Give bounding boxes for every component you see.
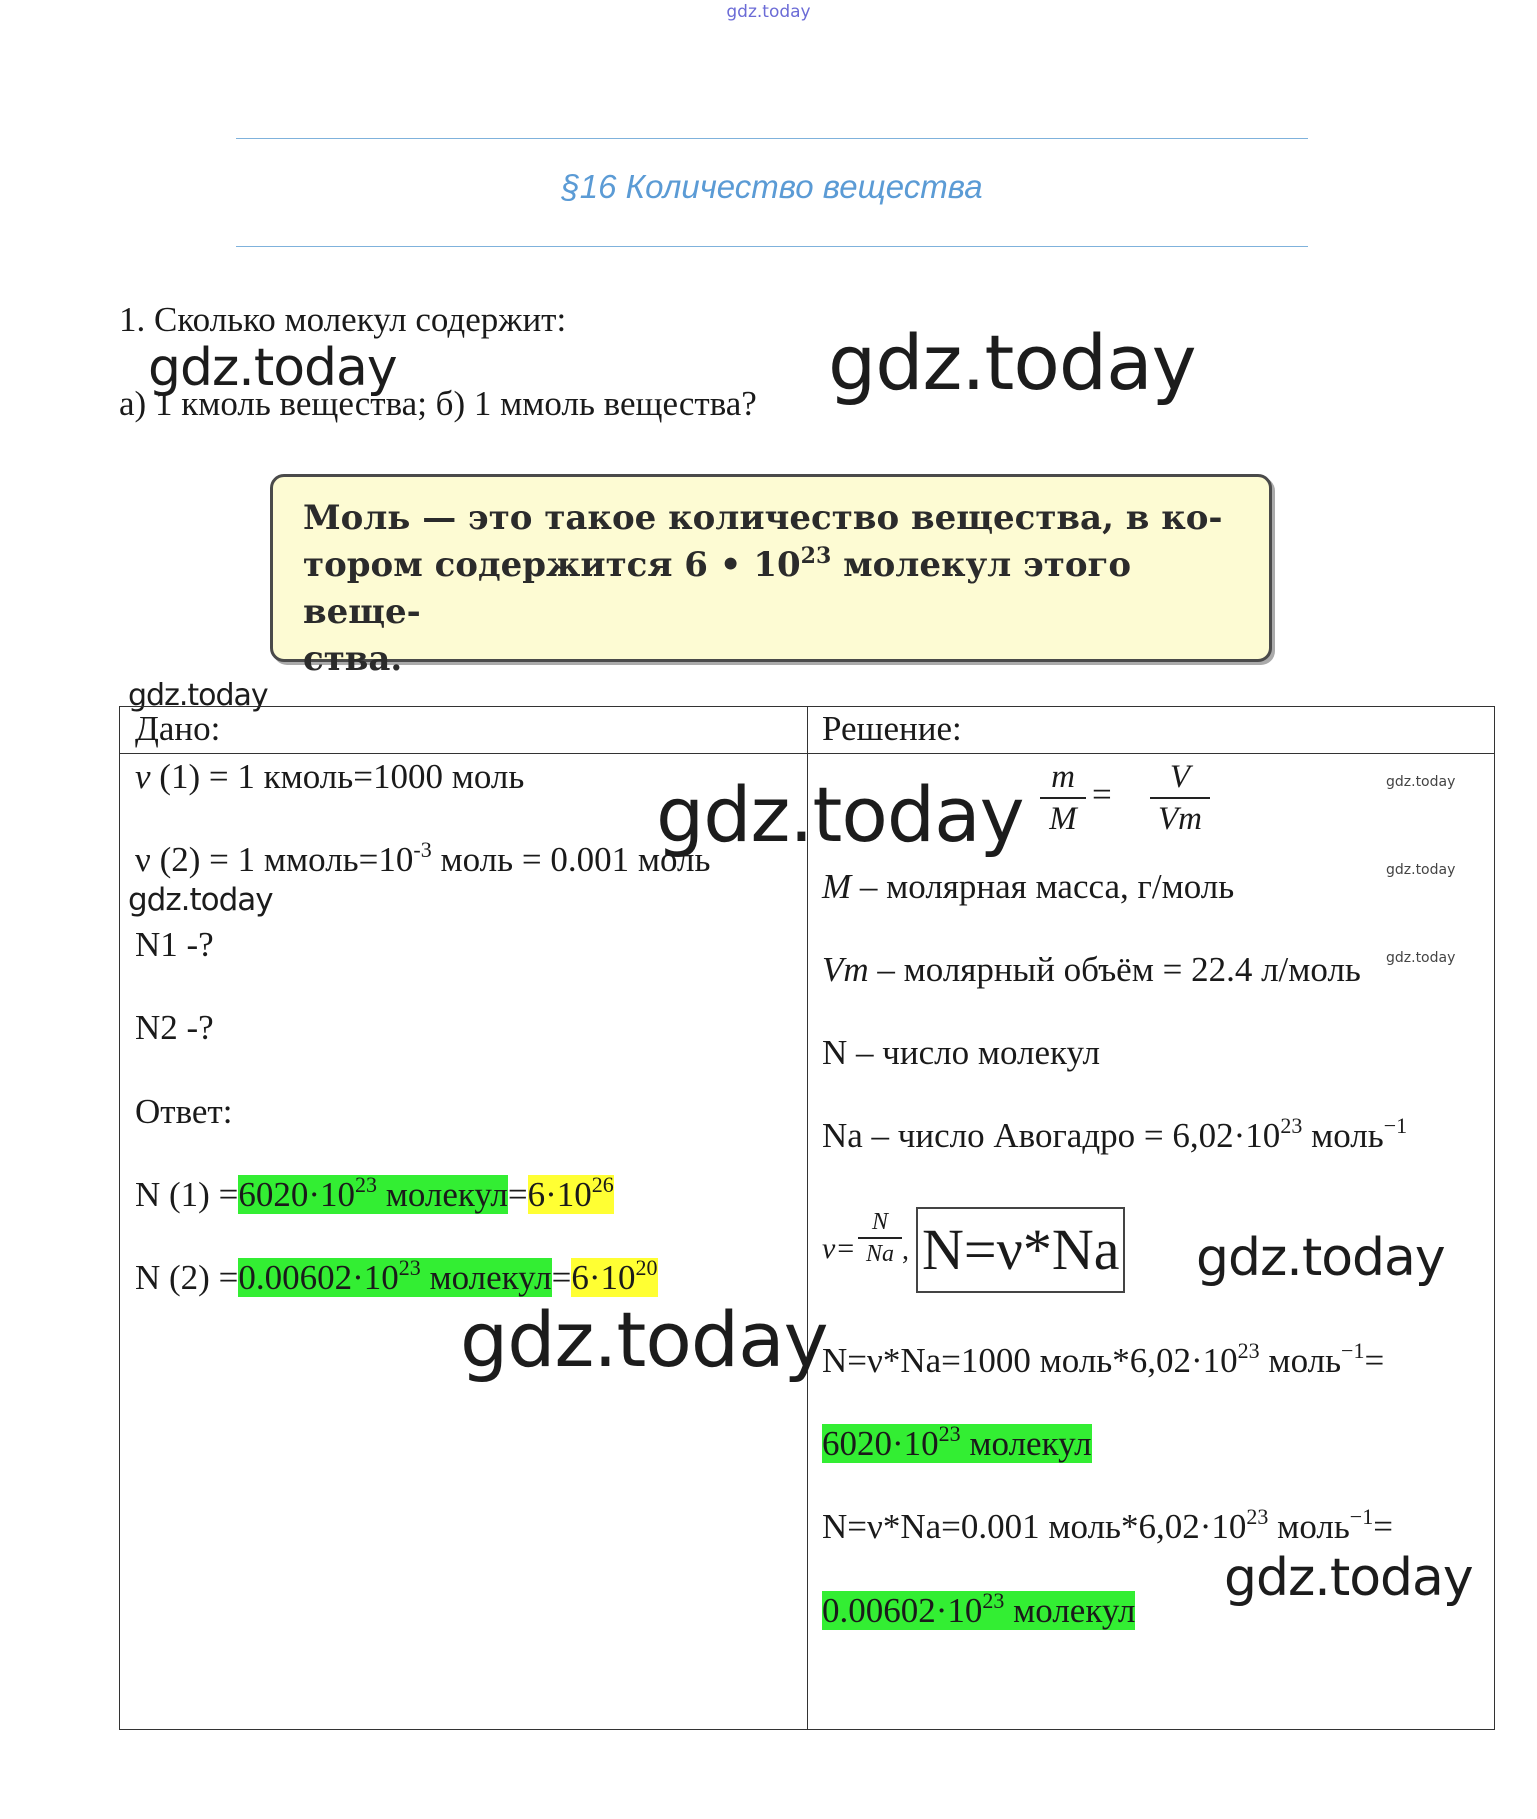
answer-label: Ответ: xyxy=(135,1092,233,1131)
given-v1: ν (1) = 1 кмоль=1000 моль xyxy=(135,757,525,796)
given-header: Дано: xyxy=(135,709,221,748)
answer-2-highlight-yellow: $6\cdot 10^{20}$ xyxy=(571,1255,658,1297)
watermark-small: gdz.today xyxy=(1386,862,1456,878)
header-divider xyxy=(120,753,1494,754)
fraction-m-over-M: m M xyxy=(1040,757,1086,839)
watermark: gdz.today xyxy=(1196,1228,1445,1288)
top-watermark: gdz.today xyxy=(726,2,811,22)
given-v2-b: моль = 0.001 моль xyxy=(431,840,711,879)
result-1-highlight: $6020\cdot 10^{23}$ молекул xyxy=(822,1421,1092,1463)
watermark: gdz.today xyxy=(128,678,268,713)
watermark: gdz.today xyxy=(656,770,1024,859)
answer-1-highlight-yellow: $6\cdot 10^{26}$ xyxy=(527,1172,614,1214)
answer-1-highlight-green: $6020\cdot 10^{23}$ молекул xyxy=(238,1172,508,1214)
definition-box xyxy=(270,474,1272,679)
answer-1 xyxy=(135,1172,614,1215)
solution-header: Решение: xyxy=(822,709,962,748)
given-v2-exp: -3 xyxy=(413,837,432,862)
unknown-n2: N2 -? xyxy=(135,1008,214,1047)
given-v1-visible: (1) = 1 кмоль=1000 моль xyxy=(150,757,525,796)
page-title: §16 Количество вещества xyxy=(561,168,983,205)
fraction-V-over-Vm: V Vm xyxy=(1150,757,1210,839)
watermark: gdz.today xyxy=(1224,1548,1473,1608)
answer-1-prefix: N (1) = xyxy=(135,1175,239,1214)
watermark: gdz.today xyxy=(828,318,1196,407)
result-2-highlight: $0.00602\cdot 10^{23}$ молекул xyxy=(822,1588,1136,1630)
result-2 xyxy=(822,1588,1136,1631)
fraction-equals: = xyxy=(1092,775,1112,814)
definition-Na: Na – число Авогадро = $6,02\cdot 10^{23}$ моль$^{-1}$ xyxy=(822,1113,1408,1155)
definition-text xyxy=(303,495,1245,683)
watermark: gdz.today xyxy=(148,338,397,398)
result-1 xyxy=(822,1421,1092,1464)
definition-exponent: 23 xyxy=(800,543,832,569)
watermark: gdz.today xyxy=(128,882,273,918)
nu-comma: , xyxy=(902,1235,909,1266)
answer-1-equals: = xyxy=(507,1175,528,1214)
answer-2-highlight-green: $0.00602\cdot 10^{23}$ молекул xyxy=(238,1255,552,1297)
given-v2-a: ν (2) = 1 ммоль=10 xyxy=(135,840,414,879)
header-top-rule xyxy=(236,138,1308,139)
definition-line-2b: молекул этого веще- xyxy=(303,545,1132,632)
nu-lhs: ν= xyxy=(822,1232,856,1265)
fraction-N-over-Na: N Na xyxy=(858,1207,902,1269)
watermark: gdz.today xyxy=(460,1295,828,1384)
definition-Vm: Vm – молярный объём = 22.4 л/моль xyxy=(822,950,1361,989)
definition-N: N – число молекул xyxy=(822,1033,1100,1072)
question-line-1: 1. Сколько молекул содержит: xyxy=(119,300,567,339)
column-divider xyxy=(807,707,808,1729)
answer-2-prefix: N (2) = xyxy=(135,1258,239,1297)
definition-line-2a: тором содержится 6 • 10 xyxy=(303,545,801,585)
definition-M: M – молярная масса, г/моль xyxy=(822,867,1235,906)
calculation-1: N=ν*Na=1000 $моль*6,02\cdot 10^{23}$ моль$^{-1}$= xyxy=(822,1338,1385,1380)
answer-2 xyxy=(135,1255,658,1298)
definition-line-1: Моль — это такое количество вещества, в ко- xyxy=(303,498,1223,538)
answer-2-equals: = xyxy=(551,1258,572,1297)
key-formula-box: N=ν*Na xyxy=(916,1207,1125,1293)
unknown-n1: N1 -? xyxy=(135,925,214,964)
watermark-small: gdz.today xyxy=(1386,950,1456,966)
question-line-2: а) 1 кмоль вещества; б) 1 ммоль вещества? xyxy=(119,384,757,423)
definition-line-3: ства. xyxy=(303,639,403,679)
calculation-2: N=ν*Na=0.001 $моль*6,02\cdot 10^{23}$ моль$^{-1}$= xyxy=(822,1504,1393,1546)
header-bottom-rule xyxy=(236,246,1308,247)
given-v2 xyxy=(135,837,711,880)
watermark-small: gdz.today xyxy=(1386,774,1456,790)
